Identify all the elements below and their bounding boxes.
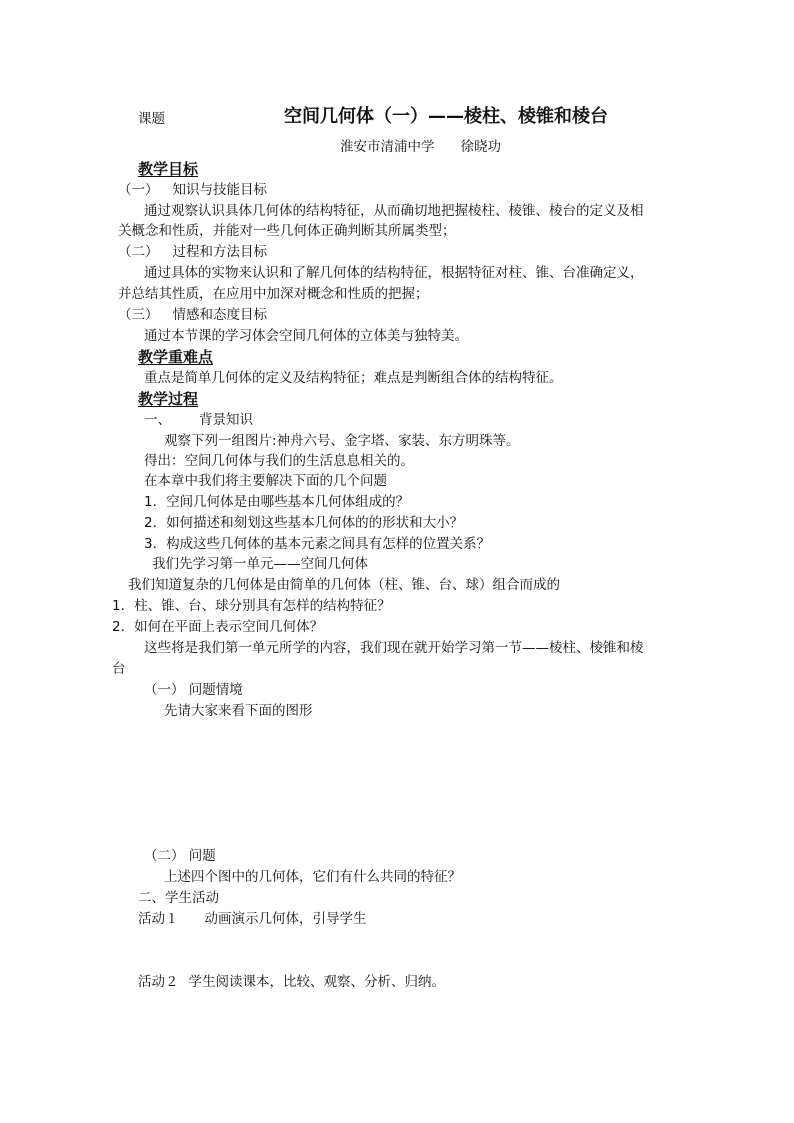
page-title: 空间几何体（一）——棱柱、棱锥和棱台 (284, 106, 608, 127)
question-2: 2．如何描述和刻划这些基本几何体的的形状和大小？ (144, 515, 464, 531)
knowledge-goal-heading (118, 181, 267, 199)
problem-1: 1．柱、锥、台、球分别具有怎样的结构特征？ (112, 598, 391, 614)
known-line: 我们知道复杂的几何体是由简单的几何体（柱、锥、台、球）组合而成的 (128, 577, 560, 593)
question-line: 上述四个图中的几何体，它们有什么共同的特征？ (164, 869, 461, 885)
activity-1 (138, 910, 367, 928)
knowledge-goal-number: （一） (118, 182, 159, 198)
knowledge-goal-line-2: 关概念和性质，并能对一些几何体正确判断其所属类型； (118, 223, 456, 239)
author-name: 徐晓功 (460, 139, 501, 155)
conclude-line: 得出：空间几何体与我们的生活息息相关的。 (144, 453, 414, 469)
activity-2-text: 学生阅读课本，比较、观察、分析、归纳。 (188, 974, 445, 990)
course-label: 课题 (138, 111, 165, 127)
keypoints-heading: 教学重难点 (138, 348, 214, 366)
process-heading: 教学过程 (138, 390, 199, 408)
section-1-heading (144, 411, 253, 429)
process-goal-title: 过程和方法目标 (172, 244, 267, 260)
school-name: 淮安市清浦中学 (340, 139, 435, 155)
section-1-title: 背景知识 (199, 412, 253, 428)
activity-1-text: 动画演示几何体，引导学生 (204, 911, 367, 927)
process-goal-heading (118, 243, 267, 261)
activity-2 (138, 973, 445, 991)
chapter-line: 在本章中我们将主要解决下面的几个问题 (144, 473, 387, 489)
author-line (340, 138, 501, 156)
question-1: 1．空间几何体是由哪些基本几何体组成的？ (144, 494, 410, 510)
process-goal-number: （二） (118, 244, 159, 260)
subsection-1-heading: （一） 问题情境 (144, 682, 243, 698)
subsection-2-heading: （二） 问题 (144, 848, 216, 864)
activity-1-label: 活动１ (138, 911, 179, 927)
content-line-1: 这些将是我们第一单元所学的内容，我们现在就开始学习第一节——棱柱、棱锥和棱 (144, 640, 644, 656)
emotion-goal-number: （三） (118, 307, 159, 323)
problem-2: 2．如何在平面上表示空间几何体？ (112, 619, 324, 635)
emotion-goal-title: 情感和态度目标 (172, 307, 267, 323)
knowledge-goal-line-1: 通过观察认识具体几何体的结构特征，从而确切地把握棱柱、棱锥、棱台的定义及相 (144, 203, 644, 219)
knowledge-goal-title: 知识与技能目标 (172, 182, 267, 198)
process-goal-line-2: 并总结其性质，在应用中加深对概念和性质的把握； (118, 286, 429, 302)
unit-line: 我们先学习第一单元——空间几何体 (152, 556, 368, 572)
content-line-2: 台 (112, 661, 126, 677)
observe-line: 观察下列一组图片:神舟六号、金字塔、家装、东方明珠等。 (164, 433, 520, 449)
question-3: 3．构成这些几何体的基本元素之间具有怎样的位置关系？ (144, 536, 491, 552)
section-1-number: 一、 (144, 412, 171, 428)
keypoints-line-1: 重点是简单几何体的定义及结构特征；难点是判断组合体的结构特征。 (144, 370, 563, 386)
look-line: 先请大家来看下面的图形 (164, 703, 313, 719)
process-goal-line-1: 通过具体的实物来认识和了解几何体的结构特征，根据特征对柱、锥、台准确定义， (144, 265, 644, 281)
activity-2-label: 活动２ (138, 974, 179, 990)
emotion-goal-heading (118, 306, 267, 324)
emotion-goal-line-1: 通过本节课的学习体会空间几何体的立体美与独特美。 (144, 328, 468, 344)
section-2-heading: 二、学生活动 (138, 890, 219, 906)
objectives-heading: 教学目标 (138, 160, 199, 178)
